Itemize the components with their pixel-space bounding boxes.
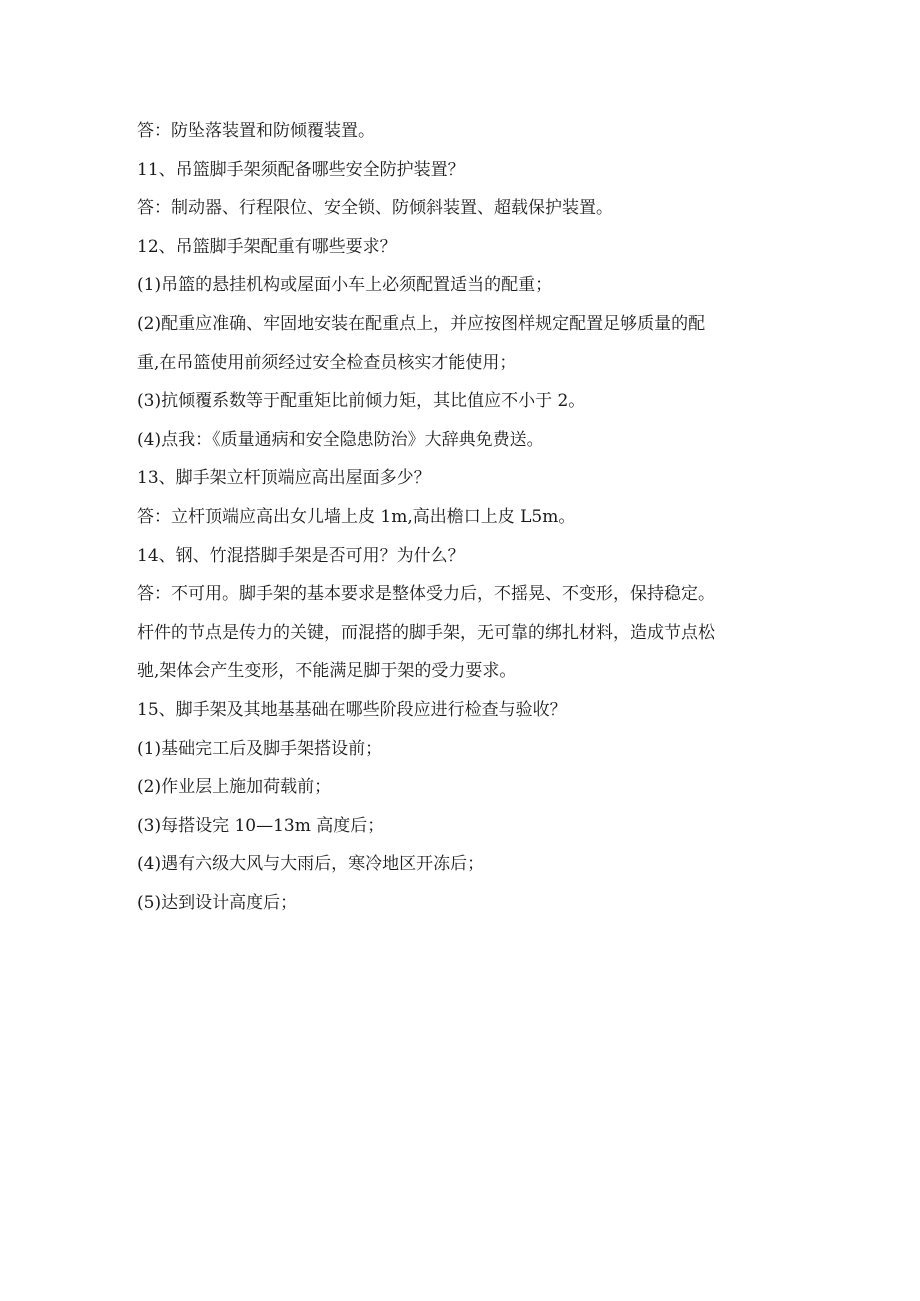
question-line: 15、脚手架及其地基基础在哪些阶段应进行检查与验收？ (137, 699, 567, 720)
list-item-line: (1)基础完工后及脚手架搭设前； (137, 738, 383, 759)
answer-line: 答：制动器、行程限位、安全锁、防倾斜装置、超载保护装置。 (137, 198, 613, 219)
document-body (137, 116, 797, 926)
list-item-line: (3)抗倾覆系数等于配重矩比前倾力矩，其比值应不小于 2。 (137, 391, 586, 412)
list-item-line: (4)遇有六级大风与大雨后，寒冷地区开冻后； (137, 854, 485, 875)
list-item-line: (2)作业层上施加荷载前； (137, 777, 332, 798)
list-item-line: (2)配重应准确、牢固地安装在配重点上，并应按图样规定配置足够质量的配 (137, 313, 706, 334)
promo-link-line[interactable]: (4)点我：《质量通病和安全隐患防治》大辞典免费送。 (137, 429, 544, 450)
list-item-line: (1)吊篮的悬挂机构或屋面小车上必须配置适当的配重； (137, 275, 553, 296)
question-line: 14、钢、竹混搭脚手架是否可用？为什么？ (137, 545, 465, 566)
list-item-line: (3)每搭设完 10—13m 高度后； (137, 815, 385, 836)
text-line: 杆件的节点是传力的关键，而混搭的脚手架，无可靠的绑扎材料，造成节点松 (137, 622, 715, 643)
question-line: 12、吊篮脚手架配重有哪些要求？ (137, 236, 397, 257)
text-line: 重,在吊篮使用前须经过安全检查员核实才能使用； (137, 352, 517, 373)
question-line: 13、脚手架立杆顶端应高出屋面多少？ (137, 468, 431, 489)
question-line: 11、吊篮脚手架须配备哪些安全防护装置？ (137, 159, 465, 180)
answer-line: 答：不可用。脚手架的基本要求是整体受力后，不摇晃、不变形，保持稳定。 (137, 584, 715, 605)
text-line: 驰,架体会产生变形，不能满足脚于架的受力要求。 (137, 661, 517, 682)
text-line: 答：防坠落装置和防倾覆装置。 (137, 121, 375, 141)
answer-line: 答：立杆顶端应高出女儿墙上皮 1m,高出檐口上皮 L5m。 (137, 506, 576, 527)
list-item-line: (5)达到设计高度后； (137, 892, 298, 913)
